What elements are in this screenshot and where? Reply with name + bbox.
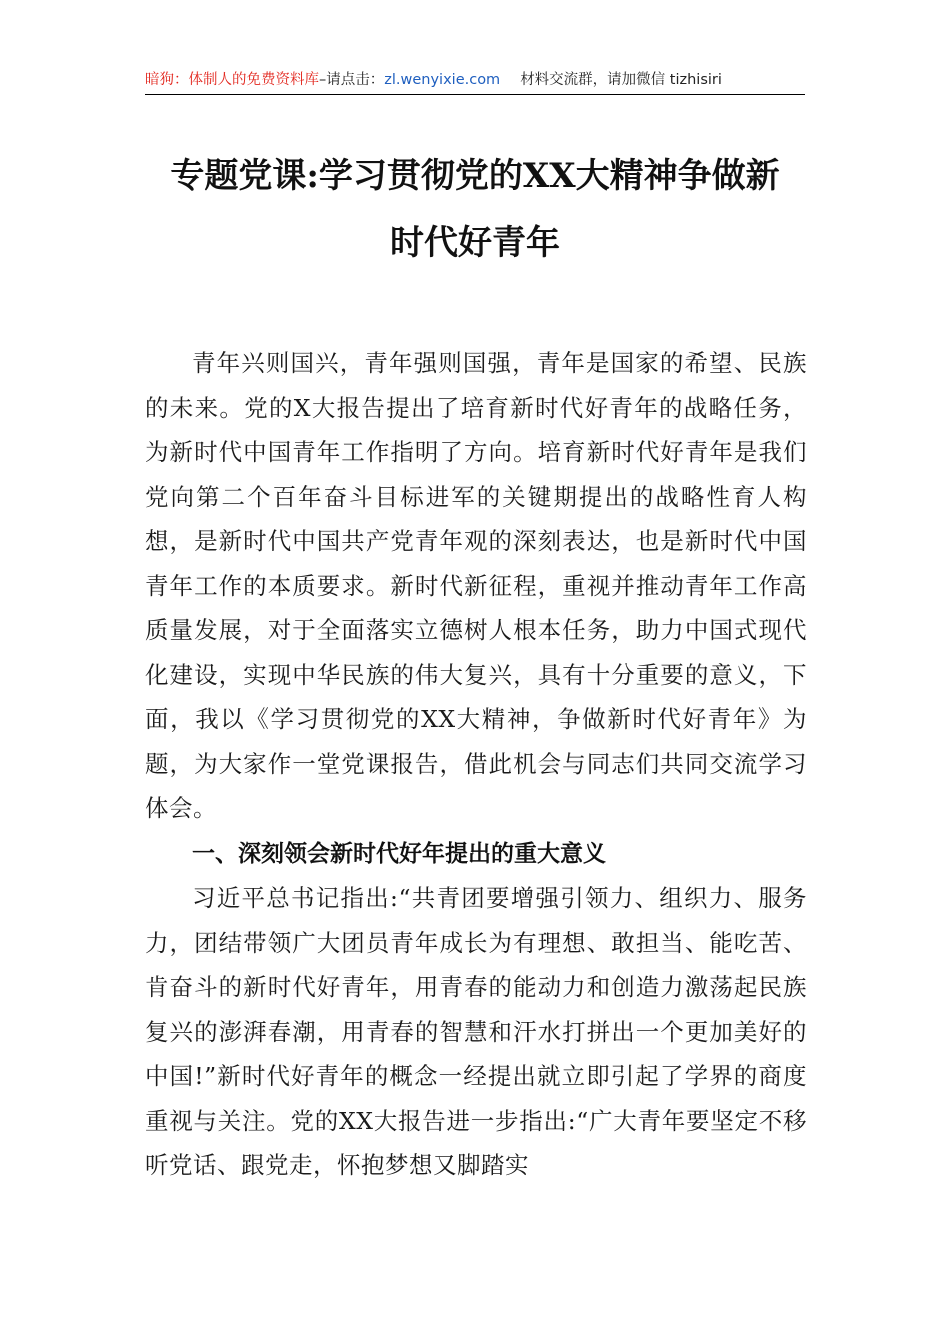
document-title-line-1: 专题党课:学习贯彻党的XX大精神争做新	[170, 156, 780, 196]
header-link[interactable]: zl.wenyixie.com	[384, 72, 501, 88]
section-1-paragraph: 习近平总书记指出:“共青团要增强引领力、组织力、服务力，团结带领广大团员青年成长为有理想、敢担当、能吃苦、肯奋斗的新时代好青年，用青春的能动力和创造力激荡起民族复兴的澎湃春潮，用青春的智慧和汗水打拼出一个更加美好的中国!”新时代好青年的概念一经提出就立即引起了学界的商度重视与关注。党的XX大报告进一步指出:“广大青年要坚定不移听党话、跟党走，怀抱梦想又脚踏实	[145, 884, 807, 1179]
header-note: 材料交流群，请加微信 tizhisiri	[520, 72, 722, 88]
header-brand: 暗狗：体制人的免费资料库	[145, 72, 319, 88]
document-title-line-2: 时代好青年	[390, 223, 560, 263]
header-prompt: –请点击：	[319, 72, 385, 88]
page-header	[145, 68, 805, 95]
section-1-heading: 一、深刻领会新时代好年提出的重大意义	[192, 841, 606, 867]
intro-paragraph: 青年兴则国兴，青年强则国强，青年是国家的希望、民族的未来。党的X大报告提出了培育新时代好青年的战略任务，为新时代中国青年工作指明了方向。培育新时代好青年是我们党向第二个百年奋斗目标进军的关键期提出的战略性育人构想，是新时代中国共产党青年观的深刻表达，也是新时代中国青年工作的本质要求。新时代新征程，重视并推动青年工作高质量发展，对于全面落实立德树人根本任务，助力中国式现代化建设，实现中华民族的伟大复兴，具有十分重要的意义，下面，我以《学习贯彻党的XX大精神，争做新时代好青年》为题，为大家作一堂党课报告，借此机会与同志们共同交流学习体会。	[145, 349, 807, 822]
